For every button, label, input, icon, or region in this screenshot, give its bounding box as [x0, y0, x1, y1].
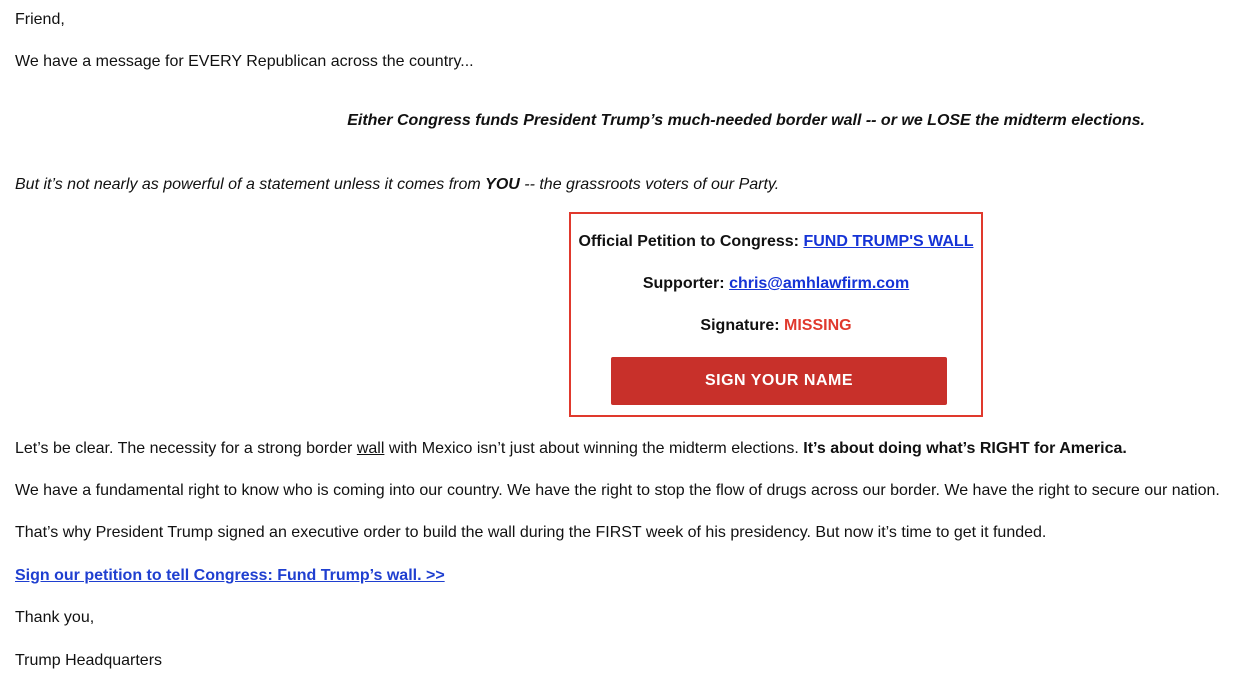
email-intro: We have a message for EVERY Republican across the country... [15, 53, 474, 70]
supporter-email-link[interactable]: chris@amhlawfirm.com [729, 275, 910, 292]
sign-your-name-button[interactable]: SIGN YOUR NAME [611, 357, 947, 405]
fund-wall-link[interactable]: FUND TRUMP'S WALL [803, 233, 974, 250]
petition-box [569, 212, 983, 417]
clear-underlined: wall [356, 440, 385, 457]
signoff: Thank you, [15, 609, 95, 626]
clear-text-1: Let’s be clear. The necessity for a strong border [15, 440, 357, 457]
email-quote: Either Congress funds President Trump’s much-needed border wall -- or we LOSE the midterm elections. [347, 112, 1145, 129]
clear-text-2: with Mexico isn’t just about winning the midterm elections. [384, 440, 804, 457]
petition-official-row [571, 232, 981, 252]
cta-row [15, 566, 445, 586]
sender-name: Trump Headquarters [15, 652, 163, 669]
paragraph-executive-order: That’s why President Trump signed an executive order to build the wall during the FIRST week of his presidency. But now it’s time to get it funded. [15, 524, 1047, 541]
paragraph-rights: We have a fundamental right to know who is coming into our country. We have the right to stop the flow of drugs across our border. We have the right to secure our nation. [15, 482, 1220, 499]
statement-text-end: -- the grassroots voters of our Party. [519, 176, 780, 193]
email-statement [15, 175, 779, 195]
email-greeting: Friend, [15, 11, 65, 28]
signature-status: MISSING [784, 317, 852, 334]
paragraph-be-clear [15, 439, 1127, 459]
statement-text: But it’s not nearly as powerful of a statement unless it comes from [15, 176, 486, 193]
clear-bold: It’s about doing what’s RIGHT for America. [803, 440, 1127, 457]
statement-emphasis: YOU [485, 176, 520, 193]
petition-signature-row [571, 316, 981, 336]
official-petition-label: Official Petition to Congress: [578, 233, 799, 250]
sign-petition-link[interactable]: Sign our petition to tell Congress: Fund Trump’s wall. >> [15, 567, 445, 584]
petition-supporter-row [571, 274, 981, 294]
signature-label: Signature: [700, 317, 780, 334]
supporter-label: Supporter: [642, 275, 725, 292]
